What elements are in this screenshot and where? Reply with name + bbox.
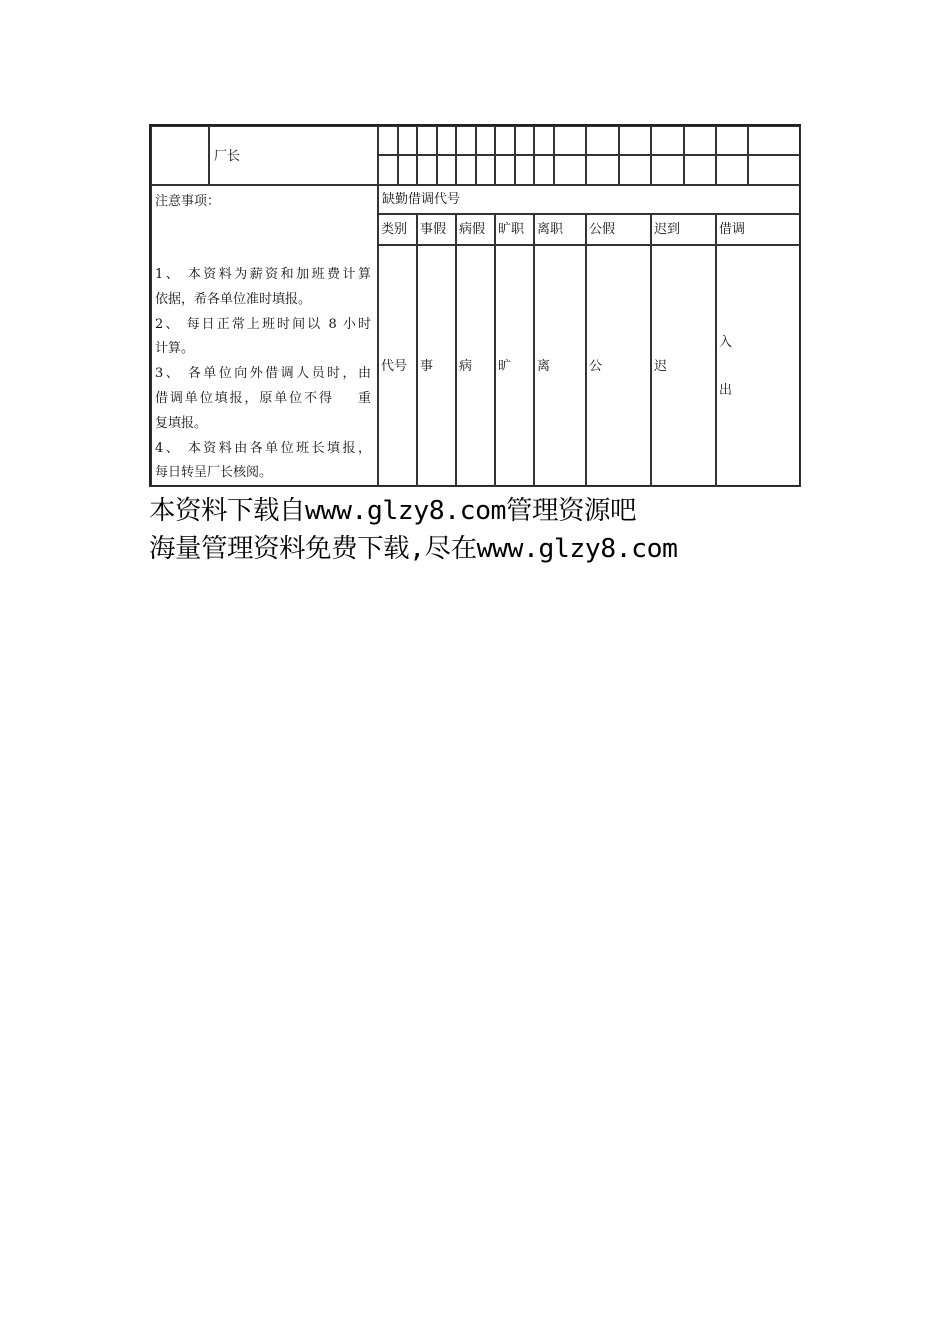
signature-box: [748, 126, 801, 155]
code-cell-transfer: [716, 245, 801, 487]
note-line: 依据，希各单位准时填报。: [155, 291, 312, 307]
factory-manager-cell: [209, 126, 378, 185]
signature-box: [515, 126, 534, 155]
signature-box: [651, 126, 684, 155]
note-line: 计算。: [155, 341, 195, 357]
code-cell-personal-leave: [417, 245, 456, 487]
signature-box: [495, 126, 515, 155]
signature-box: [417, 155, 437, 185]
watermark-line-1: 本资料下载自www.glzy8.com管理资源吧: [149, 496, 637, 526]
header-cell-resignation: [534, 214, 586, 245]
note-line: 4、 本资料由各单位班长填报，: [155, 440, 371, 456]
header-cell-sick-leave: [456, 214, 495, 245]
notes-cell: [151, 185, 378, 487]
notes-heading: 注意事项：: [155, 194, 221, 209]
signature-box: [684, 155, 716, 185]
code-label: 病: [459, 359, 473, 374]
signature-box: [417, 126, 437, 155]
transfer-out-code: 出: [719, 383, 733, 398]
signature-box: [586, 155, 619, 185]
code-label: 代号: [381, 359, 408, 374]
attendance-sheet-table: [149, 124, 801, 487]
note-line: 每日转呈厂长核阅。: [155, 465, 273, 481]
header-cell-category: [378, 214, 417, 245]
header-cell-official-leave: [586, 214, 651, 245]
code-label: 事: [420, 359, 434, 374]
watermark-line-2: 海量管理资料免费下载,尽在www.glzy8.com: [149, 534, 678, 564]
note-line: 复填报。: [155, 415, 208, 431]
signature-box: [716, 155, 748, 185]
signature-box: [515, 155, 534, 185]
signature-box: [456, 126, 476, 155]
header-cell-transfer: [716, 214, 801, 245]
signature-box: [684, 126, 716, 155]
header-label: 病假: [459, 222, 486, 237]
note-line: 3、 各单位向外借调人员时，由: [155, 366, 371, 382]
header-label: 旷职: [498, 222, 525, 237]
header-cell-late: [651, 214, 716, 245]
note-line: 1、 本资料为薪资和加班费计算: [155, 267, 371, 282]
signature-box: [378, 126, 398, 155]
code-label: 公: [589, 359, 603, 374]
signature-box: [398, 155, 417, 185]
signature-box: [456, 155, 476, 185]
codes-title-cell: [378, 185, 801, 214]
header-label: 迟到: [654, 222, 681, 237]
signature-box: [651, 155, 684, 185]
signature-box: [398, 126, 417, 155]
header-cell-personal-leave: [417, 214, 456, 245]
code-cell-resignation: [534, 245, 586, 487]
code-label: 旷: [498, 359, 512, 374]
signature-box: [748, 155, 801, 185]
header-label: 离职: [537, 222, 564, 237]
code-cell-sick-leave: [456, 245, 495, 487]
code-cell-absence: [495, 245, 534, 487]
header-label: 类别: [381, 222, 408, 237]
code-cell-late: [651, 245, 716, 487]
signature-box: [534, 126, 554, 155]
signature-box: [554, 155, 586, 185]
note-line: 2、 每日正常上班时间以 8 小时: [155, 316, 371, 332]
signature-box: [534, 155, 554, 185]
header-cell-absence: [495, 214, 534, 245]
transfer-in-code: 入: [719, 335, 733, 350]
signature-box: [619, 155, 651, 185]
header-label: 事假: [420, 222, 447, 237]
header-label: 借调: [719, 222, 746, 237]
signature-box: [586, 126, 619, 155]
code-cell-official-leave: [586, 245, 651, 487]
signature-box: [716, 126, 748, 155]
signature-box: [554, 126, 586, 155]
signature-box: [619, 126, 651, 155]
signature-box: [476, 155, 495, 185]
blank-cell: [151, 126, 209, 185]
header-label: 公假: [589, 222, 616, 237]
signature-box: [495, 155, 515, 185]
signature-box: [437, 155, 456, 185]
signature-box: [476, 126, 495, 155]
notes-list: [155, 263, 371, 486]
code-label: 离: [537, 359, 551, 374]
note-line: 借调单位填报，原单位不得 重: [155, 390, 371, 406]
factory-manager-label: 厂长: [214, 149, 241, 164]
signature-box: [437, 126, 456, 155]
code-cell-code: [378, 245, 417, 487]
signature-box: [378, 155, 398, 185]
codes-title: 缺勤借调代号: [382, 192, 461, 207]
code-label: 迟: [654, 359, 668, 374]
